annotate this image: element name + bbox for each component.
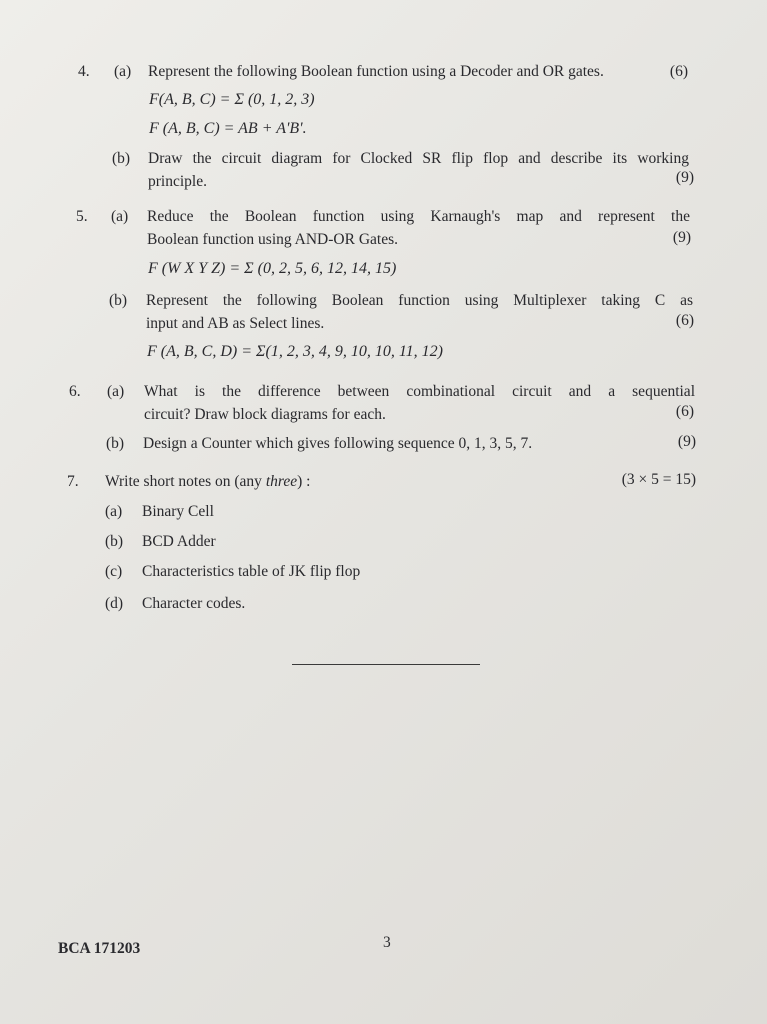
subpart-label: (a) xyxy=(107,383,125,400)
course-code: BCA 171203 xyxy=(58,940,141,957)
item-text: Character codes. xyxy=(142,595,246,612)
item-text: Binary Cell xyxy=(142,503,214,520)
equation: F (A, B, C, D) = Σ(1, 2, 3, 4, 9, 10, 10, 11, 12) xyxy=(147,343,443,360)
question-number: 5. xyxy=(76,208,88,225)
question-number: 4. xyxy=(78,63,90,80)
question-number: 6. xyxy=(69,383,81,400)
question-text: Draw the circuit diagram for Clocked SR flip flop and describe its working xyxy=(148,150,689,167)
question-number: 7. xyxy=(67,473,79,490)
subpart-label: (a) xyxy=(111,208,129,225)
question-text: input and AB as Select lines. xyxy=(146,315,325,332)
question-text: Represent the following Boolean function using Multiplexer taking C as xyxy=(146,292,693,309)
item-text: Characteristics table of JK flip flop xyxy=(142,563,361,580)
question-text: Design a Counter which gives following sequence 0, 1, 3, 5, 7. xyxy=(143,435,533,452)
marks: (9) xyxy=(677,433,696,450)
equation: F(A, B, C) = Σ (0, 1, 2, 3) xyxy=(149,91,315,108)
marks: (3 × 5 = 15) xyxy=(621,471,696,488)
item-label: (b) xyxy=(105,533,124,550)
marks: (6) xyxy=(675,403,694,420)
item-text: BCD Adder xyxy=(142,533,216,550)
question-text: Reduce the Boolean function using Karnaugh's map and represent the xyxy=(147,208,690,225)
item-label: (c) xyxy=(105,563,123,580)
equation: F (W X Y Z) = Σ (0, 2, 5, 6, 12, 14, 15) xyxy=(148,260,397,277)
subpart-label: (b) xyxy=(106,435,125,452)
marks: (6) xyxy=(669,63,688,80)
question-text: Boolean function using AND-OR Gates. xyxy=(147,231,398,248)
marks: (6) xyxy=(675,312,694,329)
question-text: Write short notes on (any three) : xyxy=(105,473,311,490)
question-text: What is the difference between combinational circuit and a sequential xyxy=(144,383,695,400)
subpart-label: (b) xyxy=(112,150,131,167)
subpart-label: (b) xyxy=(109,292,128,309)
page-number: 3 xyxy=(383,934,391,951)
question-text: circuit? Draw block diagrams for each. xyxy=(144,406,386,423)
marks: (9) xyxy=(672,229,691,246)
equation: F (A, B, C) = AB + A'B'. xyxy=(149,120,307,137)
subpart-label: (a) xyxy=(114,63,132,80)
item-label: (d) xyxy=(105,595,124,612)
question-text: Represent the following Boolean function using a Decoder and OR gates. xyxy=(148,63,604,80)
end-divider xyxy=(292,664,480,665)
item-label: (a) xyxy=(105,503,123,520)
question-text: principle. xyxy=(148,173,207,190)
marks: (9) xyxy=(675,169,694,186)
